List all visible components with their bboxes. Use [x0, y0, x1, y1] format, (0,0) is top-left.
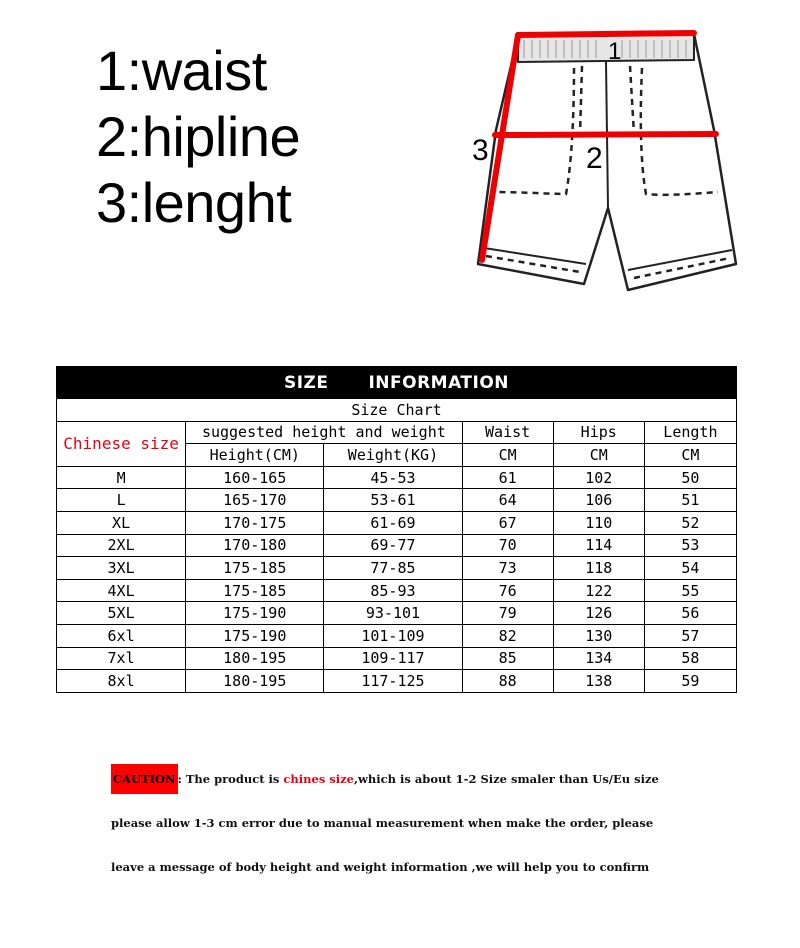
length-cell: 53 [644, 534, 736, 557]
weight-cell: 109-117 [324, 647, 462, 670]
waist-unit: CM [462, 444, 553, 467]
hip-measure-line [495, 134, 716, 135]
length-unit: CM [644, 444, 736, 467]
weight-header: Weight(KG) [324, 444, 462, 467]
height-cell: 170-180 [186, 534, 324, 557]
hips-header: Hips [553, 421, 644, 444]
table-row [57, 624, 737, 647]
hips-cell: 130 [553, 624, 644, 647]
length-cell: 52 [644, 511, 736, 534]
table-row [57, 534, 737, 557]
waist-cell: 85 [462, 647, 553, 670]
hips-unit: CM [553, 444, 644, 467]
waist-cell: 82 [462, 624, 553, 647]
table-row [57, 557, 737, 580]
table-row [57, 511, 737, 534]
caution-line-3: leave a message of body height and weight information ,we will help you to confirm [111, 860, 650, 874]
table-row [57, 466, 737, 489]
height-cell: 175-190 [186, 602, 324, 625]
hips-cell: 118 [553, 557, 644, 580]
weight-cell: 53-61 [324, 489, 462, 512]
waist-cell: 64 [462, 489, 553, 512]
size-cell: 8xl [57, 670, 186, 693]
weight-cell: 101-109 [324, 624, 462, 647]
caution-line-1 [111, 772, 659, 786]
length-cell: 56 [644, 602, 736, 625]
length-cell: 50 [644, 466, 736, 489]
legend-waist: 1:waist [96, 39, 267, 102]
size-cell: 4XL [57, 579, 186, 602]
size-cell: 7xl [57, 647, 186, 670]
height-header: Height(CM) [186, 444, 324, 467]
banner-size: SIZE [283, 372, 329, 393]
table-subtitle: Size Chart [57, 399, 737, 422]
size-cell: 3XL [57, 557, 186, 580]
shorts-diagram [462, 22, 752, 302]
hips-cell: 114 [553, 534, 644, 557]
length-header: Length [644, 421, 736, 444]
weight-cell: 77-85 [324, 557, 462, 580]
size-cell: 2XL [57, 534, 186, 557]
size-chart-table [56, 366, 737, 693]
waist-cell: 70 [462, 534, 553, 557]
waist-cell: 61 [462, 466, 553, 489]
caution-line-2: please allow 1-3 cm error due to manual measurement when make the order, please [111, 816, 654, 830]
hips-cell: 106 [553, 489, 644, 512]
hips-cell: 102 [553, 466, 644, 489]
height-cell: 175-185 [186, 557, 324, 580]
table-row [57, 602, 737, 625]
caution-text-a: : The product is [177, 772, 284, 786]
size-cell: XL [57, 511, 186, 534]
size-cell: 6xl [57, 624, 186, 647]
weight-cell: 69-77 [324, 534, 462, 557]
length-cell: 54 [644, 557, 736, 580]
waist-header: Waist [462, 421, 553, 444]
length-cell: 59 [644, 670, 736, 693]
size-rows [57, 466, 737, 692]
legend-hipline: 2:hipline [96, 105, 301, 168]
waist-cell: 76 [462, 579, 553, 602]
weight-cell: 85-93 [324, 579, 462, 602]
waist-cell: 73 [462, 557, 553, 580]
caution-text-b: ,which is about 1-2 Size smaler than Us/Eu size [353, 772, 659, 786]
legend-length: 3:lenght [96, 171, 292, 234]
marker-3: 3 [472, 134, 489, 167]
waist-cell: 67 [462, 511, 553, 534]
weight-cell: 45-53 [324, 466, 462, 489]
waist-cell: 79 [462, 602, 553, 625]
chinese-size-header: Chinese size [57, 421, 186, 466]
hips-cell: 110 [553, 511, 644, 534]
waist-measure-line [518, 33, 694, 35]
marker-1: 1 [608, 38, 622, 65]
table-row [57, 647, 737, 670]
height-cell: 175-190 [186, 624, 324, 647]
weight-cell: 61-69 [324, 511, 462, 534]
hips-cell: 126 [553, 602, 644, 625]
measurement-legend [96, 38, 300, 236]
table-row [57, 579, 737, 602]
height-cell: 165-170 [186, 489, 324, 512]
height-cell: 175-185 [186, 579, 324, 602]
chinese-size-note: chines size [283, 772, 354, 786]
length-cell: 58 [644, 647, 736, 670]
length-cell: 55 [644, 579, 736, 602]
suggested-header: suggested height and weight [186, 421, 462, 444]
shorts-outline [478, 34, 736, 290]
size-cell: 5XL [57, 602, 186, 625]
waist-cell: 88 [462, 670, 553, 693]
height-cell: 170-175 [186, 511, 324, 534]
height-cell: 160-165 [186, 466, 324, 489]
hips-cell: 122 [553, 579, 644, 602]
height-cell: 180-195 [186, 647, 324, 670]
weight-cell: 117-125 [324, 670, 462, 693]
hips-cell: 134 [553, 647, 644, 670]
caution-tag: CAUTION [111, 764, 178, 794]
length-cell: 57 [644, 624, 736, 647]
hips-cell: 138 [553, 670, 644, 693]
marker-2: 2 [586, 142, 603, 175]
table-banner [57, 367, 737, 399]
table-row [57, 489, 737, 512]
weight-cell: 93-101 [324, 602, 462, 625]
banner-information: INFORMATION [368, 372, 510, 393]
size-cell: M [57, 466, 186, 489]
size-cell: L [57, 489, 186, 512]
length-cell: 51 [644, 489, 736, 512]
height-cell: 180-195 [186, 670, 324, 693]
table-row [57, 670, 737, 693]
